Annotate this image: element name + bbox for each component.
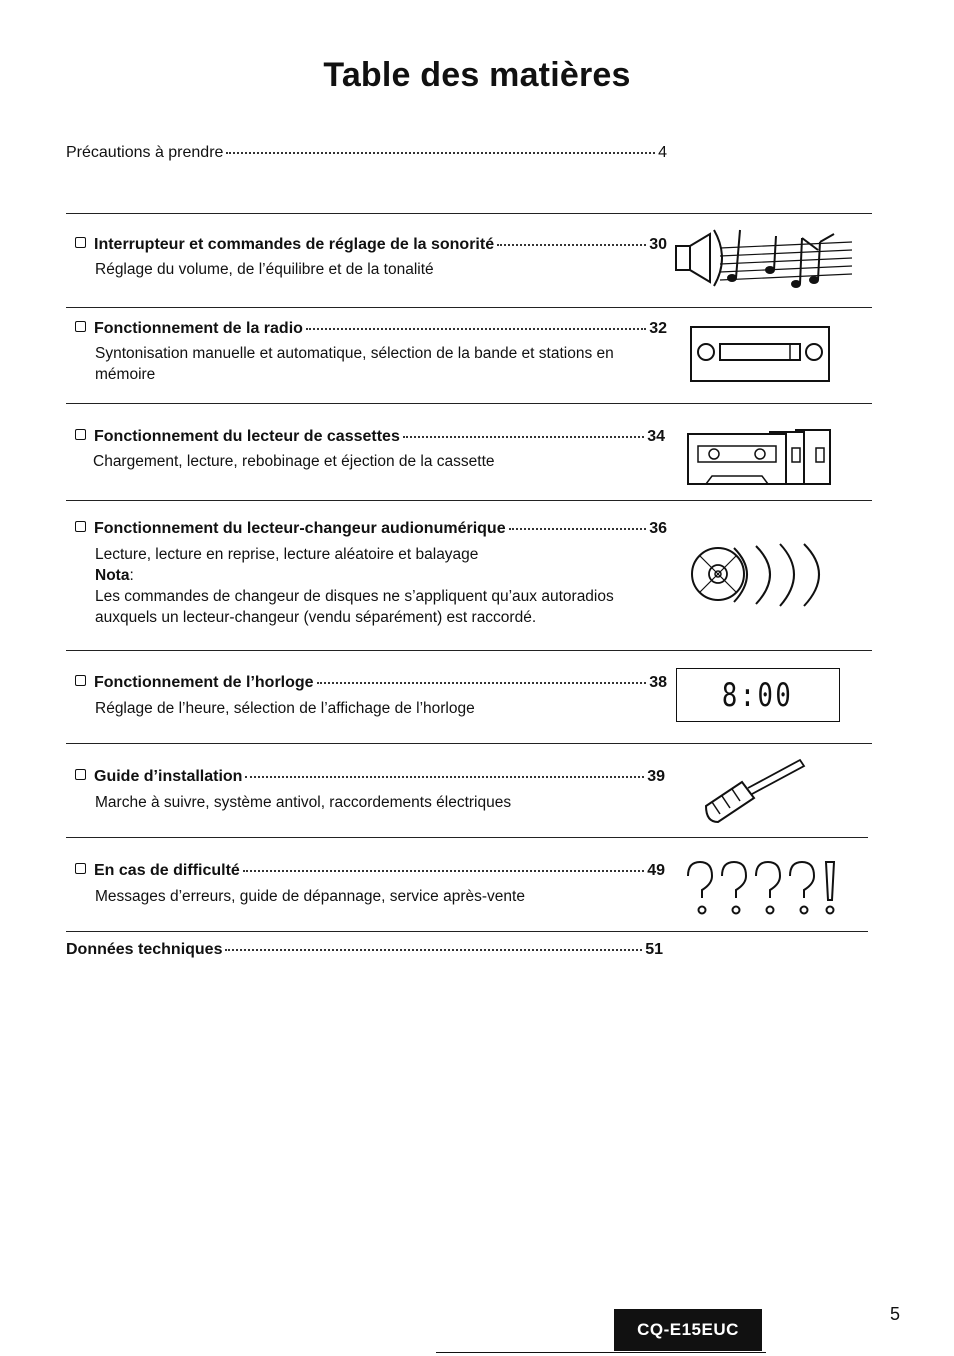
toc-page: 32: [649, 320, 667, 337]
compact-disc-icon: [688, 538, 840, 610]
toc-description: Réglage du volume, de l’équilibre et de la tonalité: [95, 261, 434, 278]
dot-leader: [317, 682, 647, 684]
dot-leader: [226, 152, 655, 154]
checkbox-bullet: [75, 769, 86, 780]
checkbox-bullet: [75, 237, 86, 248]
dot-leader: [245, 776, 644, 778]
dot-leader: [403, 436, 644, 438]
checkbox-bullet: [75, 863, 86, 874]
toc-page: 30: [649, 236, 667, 253]
dot-leader: [243, 870, 644, 872]
toc-label: Données techniques: [66, 941, 223, 958]
cassette-icon: [686, 428, 834, 488]
toc-page: 36: [649, 520, 667, 537]
section-divider: [66, 213, 872, 214]
checkbox-bullet: [75, 521, 86, 532]
screwdriver-icon: [698, 756, 810, 828]
toc-description: Lecture, lecture en reprise, lecture aléatoire et balayage: [95, 546, 479, 563]
toc-entry-installation[interactable]: [75, 768, 665, 786]
clock-display-icon: [676, 668, 840, 722]
toc-entry-horloge[interactable]: [75, 674, 667, 692]
toc-description: Chargement, lecture, rebobinage et éjection de la cassette: [93, 453, 495, 470]
toc-entry-donnees-techniques[interactable]: [66, 941, 663, 959]
toc-label: Fonctionnement du lecteur-changeur audionumérique: [94, 520, 506, 537]
note-label: Nota:: [95, 567, 134, 584]
toc-description: mémoire: [95, 366, 156, 383]
toc-entry-difficulte[interactable]: [75, 862, 665, 880]
footer-rule: [436, 1352, 766, 1353]
toc-label: Fonctionnement de la radio: [94, 320, 303, 337]
toc-label: Fonctionnement du lecteur de cassettes: [94, 428, 400, 445]
section-divider: [66, 500, 872, 501]
toc-entry-cassettes[interactable]: [75, 428, 665, 446]
toc-page: 49: [647, 862, 665, 879]
toc-description: Messages d’erreurs, guide de dépannage, service après-vente: [95, 888, 525, 905]
section-divider: [66, 931, 868, 932]
toc-label: En cas de difficulté: [94, 862, 240, 879]
section-divider: [66, 650, 872, 651]
toc-description: Syntonisation manuelle et automatique, sélection de la bande et stations en: [95, 345, 614, 362]
checkbox-bullet: [75, 675, 86, 686]
page-title: Table des matières: [323, 56, 631, 94]
toc-entry-sonorite[interactable]: [75, 236, 667, 254]
toc-page: 39: [647, 768, 665, 785]
section-divider: [66, 743, 872, 744]
dot-leader: [497, 244, 646, 246]
toc-page: 4: [658, 144, 667, 161]
checkbox-bullet: [75, 429, 86, 440]
toc-label: Précautions à prendre: [66, 144, 224, 161]
checkbox-bullet: [75, 321, 86, 332]
dot-leader: [509, 528, 647, 530]
model-badge: CQ-E15EUC: [614, 1309, 762, 1351]
toc-label: Interrupteur et commandes de réglage de la sonorité: [94, 236, 495, 253]
toc-label: Fonctionnement de l’horloge: [94, 674, 314, 691]
toc-description: Marche à suivre, système antivol, raccordements électriques: [95, 794, 512, 811]
toc-entry-precautions[interactable]: [66, 144, 667, 162]
toc-entry-radio[interactable]: [75, 320, 667, 338]
question-marks-icon: [682, 858, 842, 920]
dot-leader: [306, 328, 646, 330]
clock-display-text: 8:00: [722, 676, 794, 714]
radio-panel-icon: [690, 326, 830, 382]
section-divider: [66, 837, 868, 838]
section-divider: [66, 403, 872, 404]
toc-page: 38: [649, 674, 667, 691]
toc-page: 51: [645, 941, 663, 958]
toc-page: 34: [647, 428, 665, 445]
toc-description: Réglage de l’heure, sélection de l’affichage de l’horloge: [95, 700, 475, 717]
toc-description: Les commandes de changeur de disques ne s’appliquent qu’aux autoradios: [95, 588, 614, 605]
toc-label: Guide d’installation: [94, 768, 243, 785]
page-number: 5: [890, 1304, 901, 1324]
music-speaker-icon: [670, 220, 856, 298]
dot-leader: [225, 949, 642, 951]
toc-entry-changeur[interactable]: [75, 520, 667, 538]
toc-description: auxquels un lecteur-changeur (vendu séparément) est raccordé.: [95, 609, 537, 626]
section-divider: [66, 307, 872, 308]
